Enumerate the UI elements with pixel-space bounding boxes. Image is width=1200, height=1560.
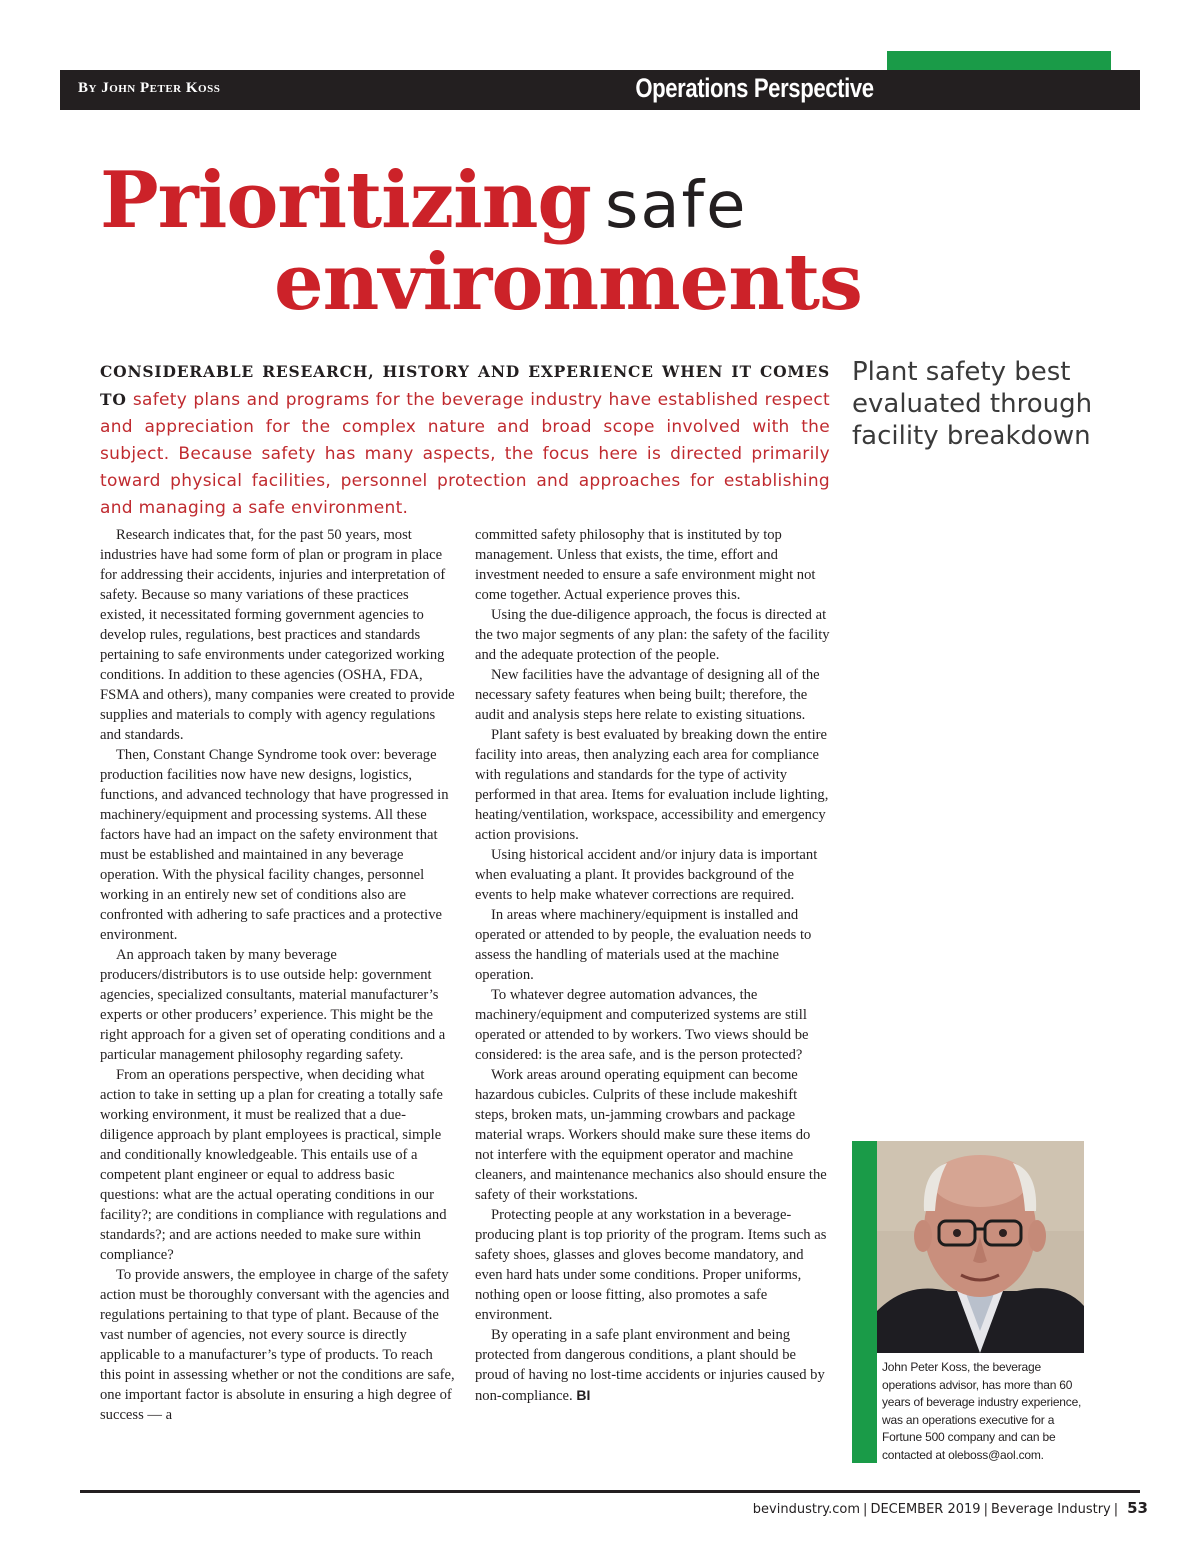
lede-text: safety plans and programs for the beverage industry have established respect and appreciation for the complex nature and broad scope involved with the subject. Because safety has many aspects, the focus here is directed primarily toward physical facilities, personnel protection and approaches for establishing and managing a safe environment. xyxy=(100,390,830,518)
body-paragraph: Work areas around operating equipment can become hazardous cubicles. Culprits of these include makeshift steps, broken mats, un-jamming crowbars and package material wraps. Workers should make sure these items do not interfere with the equipment operator and machine cleaners, and maintenance mechanics also should ensure the safety of their workstations. xyxy=(475,1067,827,1203)
page-number: 53 xyxy=(1127,1499,1148,1517)
body-paragraph: Using historical accident and/or injury data is important when evaluating a plant. It provides background of the events to help make whatever corrections are required. xyxy=(475,847,818,903)
section-title: Operations Perspective xyxy=(635,73,874,103)
last-paragraph-text: By operating in a safe plant environment and being protected from dangerous conditions, a plant should be proud of having no lost-time accidents or injuries caused by non-compliance. xyxy=(475,1327,825,1404)
body-paragraph: An approach taken by many beverage producers/distributors is to use outside help: government agencies, specialized consultants, material manufacturer’s experts or other producers’ experience. This might be the right approach for a given set of operating conditions and a particular management philosophy regarding safety. xyxy=(100,947,446,1063)
body-paragraph: Research indicates that, for the past 50 years, most industries have had some form of plan or program in place for addressing their accidents, injuries and interpretation of safety. Because so many variations of these practices existed, it necessitated forming government agencies to develop rules, regulations, best practices and standards pertaining to safe environments under categorized working conditions. In addition to these agencies (OSHA, FDA, FSMA and others), many companies were created to provide supplies and materials to comply with agency regulations and standards. xyxy=(100,527,455,743)
footer-separator: | xyxy=(983,1502,988,1517)
byline: By John Peter Koss xyxy=(78,80,221,96)
body-paragraph: Then, Constant Change Syndrome took over: beverage production facilities now have new designs, logistics, functions, and advanced technology that have progressed in machinery/equipment and processing systems. All these factors have had an impact on the safety environment that must be established and maintained in any beverage operation. With the physical facility changes, personnel working in an entirely new set of conditions also are confronted with adhering to safe practices and a protective environment. xyxy=(100,747,449,943)
author-caption: John Peter Koss, the beverage operations advisor, has more than 60 years of beverage industry experience, was an operations executive for a Fortune 500 company and can be contacted at oleboss@aol.com. xyxy=(882,1360,1082,1462)
body-paragraph: To whatever degree automation advances, the machinery/equipment and computerized systems are still operated or attended to by workers. Two views should be considered: is the area safe, and is the person protected? xyxy=(475,987,809,1063)
footer-publication: Beverage Industry xyxy=(990,1502,1111,1517)
body-paragraph: To provide answers, the employee in charge of the safety action must be thoroughly conversant with the agencies and regulations pertaining to that type of plant. Because of the vast number of agencies, not every source is directly applicable to a manufacturer’s type of products. To reach this point in assessing whether or not the conditions are safe, one important factor is absolute in ensuring a high degree of success — a xyxy=(100,1267,455,1423)
author-photo xyxy=(877,1141,1084,1353)
headline-word-prioritizing: Prioritizing xyxy=(100,155,591,246)
body-paragraph: New facilities have the advantage of designing all of the necessary safety features when being built; therefore, the audit and analysis steps here relate to existing situations. xyxy=(475,667,820,723)
footer-separator: | xyxy=(863,1502,868,1517)
body-paragraph: In areas where machinery/equipment is installed and operated or attended to by people, the evaluation needs to assess the handling of materials used at the machine operation. xyxy=(475,907,812,983)
footer-site: bevindustry.com xyxy=(752,1502,861,1517)
lede-lead-in: CONSIDERABLE RESEARCH, HISTORY AND EXPERIENCE WHEN IT COMES TO xyxy=(100,362,830,409)
body-column-1 xyxy=(100,525,456,1425)
footer-separator: | xyxy=(1113,1502,1119,1517)
headline-word-environments: environments xyxy=(274,237,862,328)
body-paragraph: Plant safety is best evaluated by breaking down the entire facility into areas, then analyzing each area for compliance with regulations and standards for the type of activity performed in that area. Items for evaluation include lighting, heating/ventilation, workspace, accessibility and emergency action provisions. xyxy=(475,727,829,843)
headline xyxy=(100,155,1100,328)
body-paragraph: Using the due-diligence approach, the focus is directed at the two major segments of any plan: the safety of the facility and the adequate protection of the people. xyxy=(475,607,830,663)
page-footer xyxy=(753,1499,1148,1517)
author-box xyxy=(852,1141,1084,1463)
author-box-accent xyxy=(852,1141,877,1463)
lede-paragraph xyxy=(100,358,830,522)
author-portrait-image xyxy=(877,1141,1084,1353)
header-bar xyxy=(60,70,1140,110)
deck-subtitle: Plant safety best evaluated through facility breakdown xyxy=(852,357,1093,451)
body-paragraph: committed safety philosophy that is instituted by top management. Unless that exists, the time, effort and investment needed to ensure a safe environment might not come together. Actual experience proves this. xyxy=(475,527,816,603)
body-paragraph: Protecting people at any workstation in a beverage-producing plant is top priority of the program. Items such as safety shoes, glasses and gloves become mandatory, and even hard hats under some conditions. Proper uniforms, nothing open or loose fitting, also promotes a safe environment. xyxy=(475,1207,827,1323)
headline-word-safe: safe xyxy=(604,169,748,243)
footer-rule xyxy=(80,1490,1140,1493)
body-paragraph: From an operations perspective, when deciding what action to take in setting up a plan for creating a totally safe working environment, it must be realized that a due-diligence approach by plant employees is practical, simple and conditionally knowledgeable. This entails use of a competent plant engineer or equal to address basic questions: what are the actual operating conditions in our facility?; are conditions in compliance with regulations and standards?; and are actions needed to make sure within compliance? xyxy=(100,1067,447,1263)
body-column-2 xyxy=(475,525,831,1406)
footer-date: DECEMBER 2019 xyxy=(870,1502,981,1517)
body-paragraph-last xyxy=(475,1325,831,1406)
end-mark: BI xyxy=(576,1387,591,1403)
